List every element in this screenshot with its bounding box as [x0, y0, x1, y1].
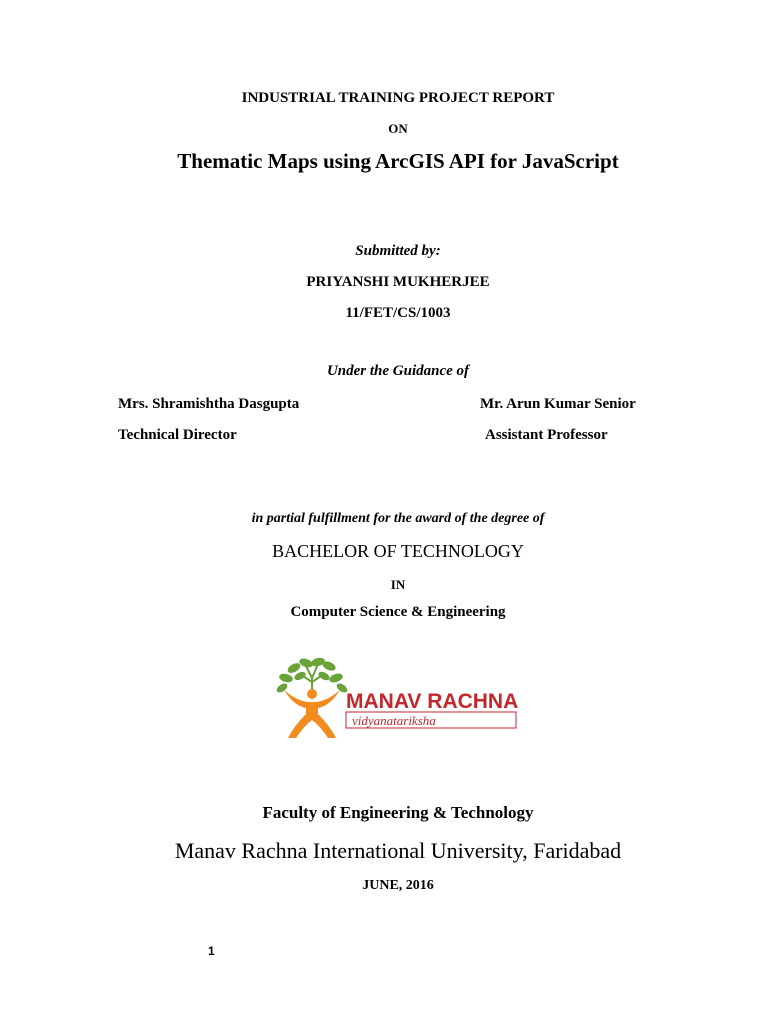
logo-wordmark [346, 690, 518, 728]
faculty-name: Faculty of Engineering & Technology [262, 803, 534, 822]
logo-tagline: vidyanatariksha [352, 713, 436, 728]
page-number: 1 [208, 944, 215, 958]
roll-number: 11/FET/CS/1003 [345, 305, 451, 321]
report-title: Thematic Maps using ArcGIS API for JavaScript [177, 149, 619, 173]
fulfillment-text: in partial fulfillment for the award of the degree of [251, 511, 545, 526]
submitted-by-label: Submitted by: [355, 243, 441, 259]
on-label: ON [388, 121, 408, 136]
guide-1-designation: Technical Director [118, 427, 237, 443]
degree-name: BACHELOR OF TECHNOLOGY [272, 541, 524, 561]
university-logo [272, 656, 532, 744]
guidance-label: Under the Guidance of [326, 363, 470, 379]
branch-name: Computer Science & Engineering [290, 604, 506, 620]
report-label: INDUSTRIAL TRAINING PROJECT REPORT [241, 90, 555, 106]
guide-2-name: Mr. Arun Kumar Senior [480, 396, 636, 412]
guide-2-designation: Assistant Professor [485, 427, 608, 443]
student-name: PRIYANSHI MUKHERJEE [306, 274, 490, 290]
report-date: JUNE, 2016 [362, 878, 434, 893]
logo-name: MANAV RACHNA [346, 690, 519, 713]
university-name: Manav Rachna International University, Faridabad [174, 838, 622, 863]
in-label: IN [390, 577, 406, 592]
human-figure-icon [284, 689, 340, 738]
tree-branches-icon [300, 664, 324, 690]
guide-1-name: Mrs. Shramishtha Dasgupta [118, 396, 300, 412]
